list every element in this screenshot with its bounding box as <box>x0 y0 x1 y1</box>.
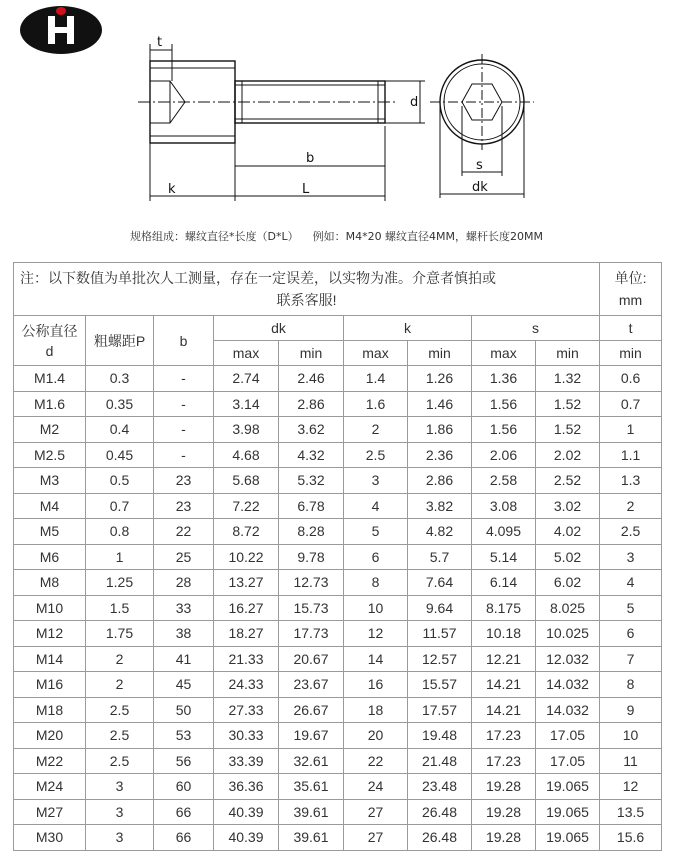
table-cell: 1.26 <box>408 366 472 392</box>
table-note <box>14 263 600 316</box>
table-cell: 4.095 <box>472 519 536 545</box>
table-cell: 14 <box>344 646 408 672</box>
table-cell: 19.48 <box>408 723 472 749</box>
table-row <box>14 570 662 596</box>
table-cell: M1.6 <box>14 391 86 417</box>
table-cell: M18 <box>14 697 86 723</box>
table-cell: 5 <box>600 595 662 621</box>
table-cell: 9 <box>600 697 662 723</box>
table-cell: 9.64 <box>408 595 472 621</box>
table-cell: 10.18 <box>472 621 536 647</box>
unit-cell <box>600 263 662 316</box>
table-cell: 19.28 <box>472 774 536 800</box>
table-cell: 10 <box>600 723 662 749</box>
table-cell: 60 <box>154 774 214 800</box>
table-cell: M14 <box>14 646 86 672</box>
table-row <box>14 391 662 417</box>
table-cell: - <box>154 391 214 417</box>
table-row <box>14 493 662 519</box>
table-cell: 22 <box>344 748 408 774</box>
label-d: d <box>410 95 419 110</box>
header-nominal: 公称直径 d <box>14 316 86 366</box>
table-row <box>14 672 662 698</box>
table-cell: 6 <box>600 621 662 647</box>
table-cell: 1.36 <box>472 366 536 392</box>
label-b: b <box>306 151 315 166</box>
table-cell: 2.58 <box>472 468 536 494</box>
table-cell: 12.57 <box>408 646 472 672</box>
table-cell: 0.35 <box>86 391 154 417</box>
table-cell: 2.52 <box>536 468 600 494</box>
table-cell: 23.67 <box>279 672 344 698</box>
unit-value: mm <box>618 292 643 308</box>
table-cell: 1.5 <box>86 595 154 621</box>
table-cell: 23 <box>154 493 214 519</box>
table-cell: 2.5 <box>344 442 408 468</box>
table-cell: 17.05 <box>536 748 600 774</box>
table-cell: 9.78 <box>279 544 344 570</box>
header-row-1 <box>14 316 662 341</box>
table-cell: 3.98 <box>214 417 279 443</box>
table-row <box>14 442 662 468</box>
table-cell: 4.32 <box>279 442 344 468</box>
table-row <box>14 748 662 774</box>
table-cell: 5.68 <box>214 468 279 494</box>
table-cell: 66 <box>154 825 214 851</box>
table-cell: M10 <box>14 595 86 621</box>
table-cell: 20.67 <box>279 646 344 672</box>
table-cell: 0.6 <box>600 366 662 392</box>
table-cell: 5.02 <box>536 544 600 570</box>
header-s-max: max <box>472 341 536 366</box>
table-cell: 10.025 <box>536 621 600 647</box>
table-cell: 2.86 <box>279 391 344 417</box>
table-cell: 8.025 <box>536 595 600 621</box>
table-cell: 14.032 <box>536 697 600 723</box>
table-row <box>14 697 662 723</box>
table-cell: 41 <box>154 646 214 672</box>
table-cell: 8.175 <box>472 595 536 621</box>
table-cell: 3 <box>86 774 154 800</box>
table-cell: 1.75 <box>86 621 154 647</box>
table-cell: 0.3 <box>86 366 154 392</box>
table-cell: 40.39 <box>214 799 279 825</box>
table-cell: 12.21 <box>472 646 536 672</box>
table-cell: 36.36 <box>214 774 279 800</box>
table-cell: 40.39 <box>214 825 279 851</box>
table-row <box>14 799 662 825</box>
table-cell: 2 <box>86 672 154 698</box>
table-cell: 5.7 <box>408 544 472 570</box>
table-cell: 27 <box>344 825 408 851</box>
table-cell: 2.5 <box>600 519 662 545</box>
table-cell: 28 <box>154 570 214 596</box>
table-cell: 3 <box>344 468 408 494</box>
table-cell: 56 <box>154 748 214 774</box>
table-cell: 11 <box>600 748 662 774</box>
table-cell: 1.6 <box>344 391 408 417</box>
table-cell: 50 <box>154 697 214 723</box>
table-cell: 23.48 <box>408 774 472 800</box>
table-cell: 4 <box>344 493 408 519</box>
header-b: b <box>154 316 214 366</box>
table-row <box>14 519 662 545</box>
table-cell: M20 <box>14 723 86 749</box>
table-cell: M16 <box>14 672 86 698</box>
table-cell: 27.33 <box>214 697 279 723</box>
header-s: s <box>472 316 600 341</box>
table-cell: 1.46 <box>408 391 472 417</box>
table-cell: M1.4 <box>14 366 86 392</box>
label-k: k <box>168 182 176 197</box>
table-cell: 8 <box>344 570 408 596</box>
table-cell: 2.36 <box>408 442 472 468</box>
table-cell: 39.61 <box>279 825 344 851</box>
table-cell: - <box>154 417 214 443</box>
table-cell: 1.32 <box>536 366 600 392</box>
header-dk-max: max <box>214 341 279 366</box>
table-cell: 2 <box>86 646 154 672</box>
label-t: t <box>157 36 163 50</box>
table-row <box>14 544 662 570</box>
table-cell: 66 <box>154 799 214 825</box>
table-cell: M8 <box>14 570 86 596</box>
table-cell: 10.22 <box>214 544 279 570</box>
table-cell: 1.25 <box>86 570 154 596</box>
table-cell: M24 <box>14 774 86 800</box>
table-cell: 6.78 <box>279 493 344 519</box>
table-cell: 4.02 <box>536 519 600 545</box>
table-cell: 2.74 <box>214 366 279 392</box>
table-cell: M3 <box>14 468 86 494</box>
table-cell: 5.14 <box>472 544 536 570</box>
table-cell: 3.82 <box>408 493 472 519</box>
table-row <box>14 366 662 392</box>
table-cell: 1.56 <box>472 417 536 443</box>
table-cell: M2.5 <box>14 442 86 468</box>
table-cell: 8.28 <box>279 519 344 545</box>
table-row <box>14 621 662 647</box>
header-s-min: min <box>536 341 600 366</box>
table-cell: 1.52 <box>536 391 600 417</box>
header-t: t <box>600 316 662 341</box>
table-cell: 33 <box>154 595 214 621</box>
caption-format: 规格组成：螺纹直径*长度（D*L） <box>129 230 299 243</box>
table-cell: 1.52 <box>536 417 600 443</box>
screw-drawing <box>130 36 540 206</box>
table-cell: 7 <box>600 646 662 672</box>
table-cell: 2 <box>600 493 662 519</box>
table-cell: 26.67 <box>279 697 344 723</box>
table-cell: 3.14 <box>214 391 279 417</box>
table-cell: M2 <box>14 417 86 443</box>
table-cell: 17.73 <box>279 621 344 647</box>
table-cell: M4 <box>14 493 86 519</box>
table-cell: 8.72 <box>214 519 279 545</box>
table-cell: 19.065 <box>536 799 600 825</box>
table-cell: 19.67 <box>279 723 344 749</box>
caption-example: 例如：M4*20 螺纹直径4MM，螺杆长度20MM <box>312 230 544 243</box>
table-cell: 5.32 <box>279 468 344 494</box>
table-cell: 7.22 <box>214 493 279 519</box>
table-cell: 12.73 <box>279 570 344 596</box>
table-cell: 2.5 <box>86 748 154 774</box>
table-cell: 25 <box>154 544 214 570</box>
table-cell: 18 <box>344 697 408 723</box>
table-cell: 38 <box>154 621 214 647</box>
table-cell: 33.39 <box>214 748 279 774</box>
table-row <box>14 595 662 621</box>
header-dk-min: min <box>279 341 344 366</box>
table-cell: 17.05 <box>536 723 600 749</box>
table-cell: 3 <box>86 825 154 851</box>
note-row <box>14 263 662 316</box>
table-cell: 2.86 <box>408 468 472 494</box>
spec-table <box>13 262 662 851</box>
table-cell: 0.7 <box>86 493 154 519</box>
table-cell: 53 <box>154 723 214 749</box>
table-cell: 12 <box>600 774 662 800</box>
table-cell: 4 <box>600 570 662 596</box>
table-cell: 1.4 <box>344 366 408 392</box>
table-cell: M6 <box>14 544 86 570</box>
table-cell: 19.065 <box>536 774 600 800</box>
table-cell: 26.48 <box>408 799 472 825</box>
table-cell: 6 <box>344 544 408 570</box>
table-cell: 0.5 <box>86 468 154 494</box>
header-k: k <box>344 316 472 341</box>
table-cell: 2.5 <box>86 723 154 749</box>
table-cell: 4.68 <box>214 442 279 468</box>
table-cell: 11.57 <box>408 621 472 647</box>
label-s: s <box>476 158 483 173</box>
table-cell: 3.62 <box>279 417 344 443</box>
table-cell: 4.82 <box>408 519 472 545</box>
table-cell: 0.7 <box>600 391 662 417</box>
table-cell: 26.48 <box>408 825 472 851</box>
table-cell: 6.02 <box>536 570 600 596</box>
table-cell: 19.28 <box>472 799 536 825</box>
spec-caption <box>0 228 673 244</box>
table-cell: 1.3 <box>600 468 662 494</box>
table-cell: 5 <box>344 519 408 545</box>
table-row <box>14 825 662 851</box>
table-cell: 24.33 <box>214 672 279 698</box>
table-cell: 14.21 <box>472 672 536 698</box>
table-cell: 21.48 <box>408 748 472 774</box>
header-dk: dk <box>214 316 344 341</box>
table-row <box>14 723 662 749</box>
table-cell: 2 <box>344 417 408 443</box>
table-cell: 0.4 <box>86 417 154 443</box>
table-row <box>14 774 662 800</box>
table-cell: 17.23 <box>472 748 536 774</box>
table-cell: M27 <box>14 799 86 825</box>
table-cell: 2.5 <box>86 697 154 723</box>
table-cell: 3.08 <box>472 493 536 519</box>
table-cell: 8 <box>600 672 662 698</box>
table-cell: 1.56 <box>472 391 536 417</box>
table-cell: 0.8 <box>86 519 154 545</box>
table-cell: 13.5 <box>600 799 662 825</box>
table-cell: 22 <box>154 519 214 545</box>
table-cell: 2.02 <box>536 442 600 468</box>
table-cell: 1.1 <box>600 442 662 468</box>
table-cell: 12 <box>344 621 408 647</box>
header-k-min: min <box>408 341 472 366</box>
table-cell: - <box>154 366 214 392</box>
table-cell: 10 <box>344 595 408 621</box>
table-cell: 23 <box>154 468 214 494</box>
table-cell: 16.27 <box>214 595 279 621</box>
note-line2: 联系客服! <box>276 292 337 308</box>
table-row <box>14 468 662 494</box>
table-cell: 18.27 <box>214 621 279 647</box>
table-cell: 2.46 <box>279 366 344 392</box>
table-cell: 3 <box>600 544 662 570</box>
table-cell: 15.57 <box>408 672 472 698</box>
table-cell: 14.032 <box>536 672 600 698</box>
table-cell: - <box>154 442 214 468</box>
table-cell: 0.45 <box>86 442 154 468</box>
table-cell: 1 <box>86 544 154 570</box>
table-row <box>14 417 662 443</box>
label-L: L <box>302 182 310 197</box>
header-pitch: 粗螺距P <box>86 316 154 366</box>
table-cell: 6.14 <box>472 570 536 596</box>
table-cell: 35.61 <box>279 774 344 800</box>
table-row <box>14 646 662 672</box>
table-cell: 1 <box>600 417 662 443</box>
table-cell: 17.57 <box>408 697 472 723</box>
table-cell: 20 <box>344 723 408 749</box>
brand-logo <box>18 4 104 56</box>
table-cell: 27 <box>344 799 408 825</box>
table-cell: M22 <box>14 748 86 774</box>
table-cell: 14.21 <box>472 697 536 723</box>
table-cell: 30.33 <box>214 723 279 749</box>
header-t-min: min <box>600 341 662 366</box>
table-cell: 45 <box>154 672 214 698</box>
table-cell: 13.27 <box>214 570 279 596</box>
table-cell: 17.23 <box>472 723 536 749</box>
note-line1: 注：以下数值为单批次人工测量，存在一定误差，以实物为准。介意者慎拍或 <box>20 270 496 286</box>
table-cell: 2.06 <box>472 442 536 468</box>
table-cell: 19.28 <box>472 825 536 851</box>
table-cell: 3 <box>86 799 154 825</box>
table-cell: 32.61 <box>279 748 344 774</box>
table-cell: M12 <box>14 621 86 647</box>
table-cell: 15.73 <box>279 595 344 621</box>
unit-label: 单位: <box>614 270 647 286</box>
table-cell: 21.33 <box>214 646 279 672</box>
table-cell: 1.86 <box>408 417 472 443</box>
table-cell: 3.02 <box>536 493 600 519</box>
table-cell: M5 <box>14 519 86 545</box>
table-cell: 12.032 <box>536 646 600 672</box>
label-dk: dk <box>472 180 488 195</box>
header-k-max: max <box>344 341 408 366</box>
table-cell: 39.61 <box>279 799 344 825</box>
table-cell: 7.64 <box>408 570 472 596</box>
table-cell: 24 <box>344 774 408 800</box>
table-cell: 15.6 <box>600 825 662 851</box>
table-cell: M30 <box>14 825 86 851</box>
table-cell: 19.065 <box>536 825 600 851</box>
table-cell: 16 <box>344 672 408 698</box>
